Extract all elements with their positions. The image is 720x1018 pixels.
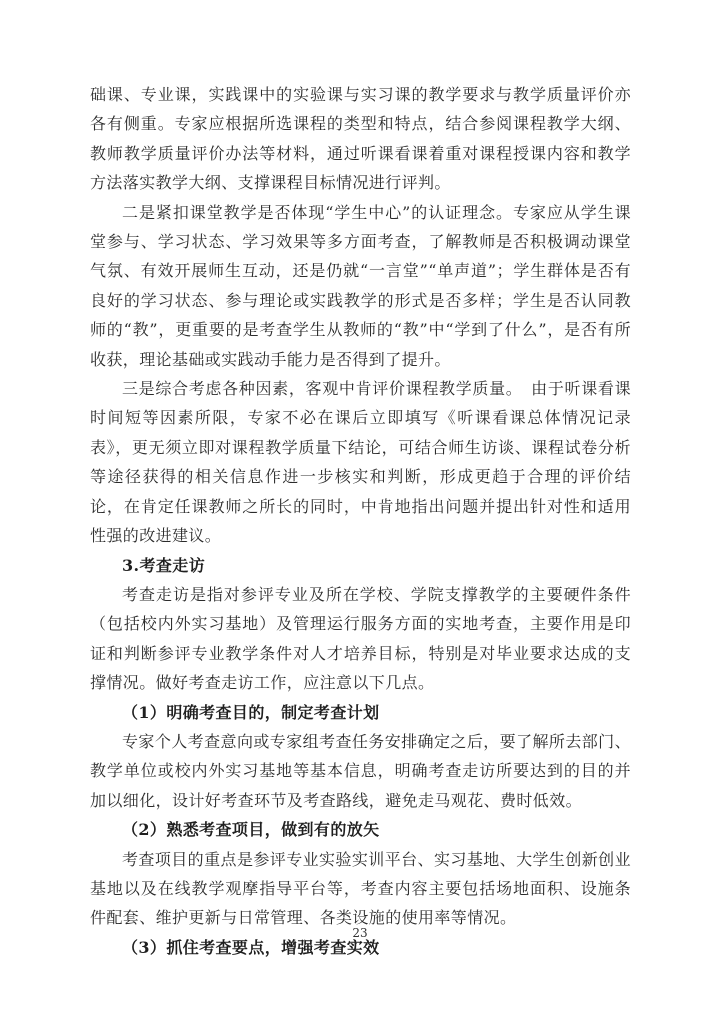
paragraph: 专家个人考查意向或专家组考查任务安排确定之后，要了解所去部门、教学单位或校内外实习基地等基本信息，明确考查走访所要达到的目的并加以细化，设计好考查环节及考查路线，避免走马观花、费时低效。 — [90, 731, 631, 810]
section-heading: （3）抓住考查要点，增强考查实效 — [122, 937, 380, 957]
section-heading: （1）明确考查目的，制定考查计划 — [122, 702, 380, 722]
paragraph: 二是紧扣课堂教学是否体现“学生中心”的认证理念。专家应从学生课堂参与、学习状态、学习效果等多方面考查，了解教师是否积极调动课堂气氛、有效开展师生互动，还是仍就“一言堂”“单声道”；学生群体是否有良好的学习状态、参与理论或实践教学的形式是否多样；学生是否认同教师的“教”，更重要的是考查学生从教师的“教”中“学到了什么”，是否有所收获，理论基础或实践动手能力是否得到了提升。 — [90, 202, 631, 369]
page-number: 23 — [352, 926, 368, 940]
paragraph: 三是综合考虑各种因素，客观中肯评价课程教学质量。 由于听课看课时间短等因素所限，专家不必在课后立即填写《听课看课总体情况记录表》，更无须立即对课程教学质量下结论，可结合师生访谈、课程试卷分析等途径获得的相关信息作进一步核实和判断，形成更趋于合理的评价结论，在肯定任课教师之所长的同时，中肯地指出问题并提出针对性和适用性强的改进建议。 — [90, 379, 631, 546]
paragraph: 考查项目的重点是参评专业实验实训平台、实习基地、大学生创新创业基地以及在线教学观摩指导平台等，考查内容主要包括场地面积、设施条件配套、维护更新与日常管理、各类设施的使用率等情况。 — [90, 849, 631, 928]
paragraph: 础课、专业课，实践课中的实验课与实习课的教学要求与教学质量评价亦各有侧重。专家应根据所选课程的类型和特点，结合参阅课程教学大纲、教师教学质量评价办法等材料，通过听课看课着重对课程授课内容和教学方法落实教学大纲、支撑课程目标情况进行评判。 — [90, 85, 631, 193]
section-heading: 3.考查走访 — [122, 555, 206, 575]
paragraph: 考查走访是指对参评专业及所在学校、学院支撑教学的主要硬件条件（包括校内外实习基地）及管理运行服务方面的实地考查，主要作用是印证和判断参评专业教学条件对人才培养目标，特别是对毕业要求达成的支撑情况。做好考查走访工作，应注意以下几点。 — [90, 584, 631, 693]
document-body — [90, 80, 631, 962]
section-heading: （2）熟悉考查项目，做到有的放矢 — [122, 820, 380, 840]
page-footer — [0, 922, 720, 941]
